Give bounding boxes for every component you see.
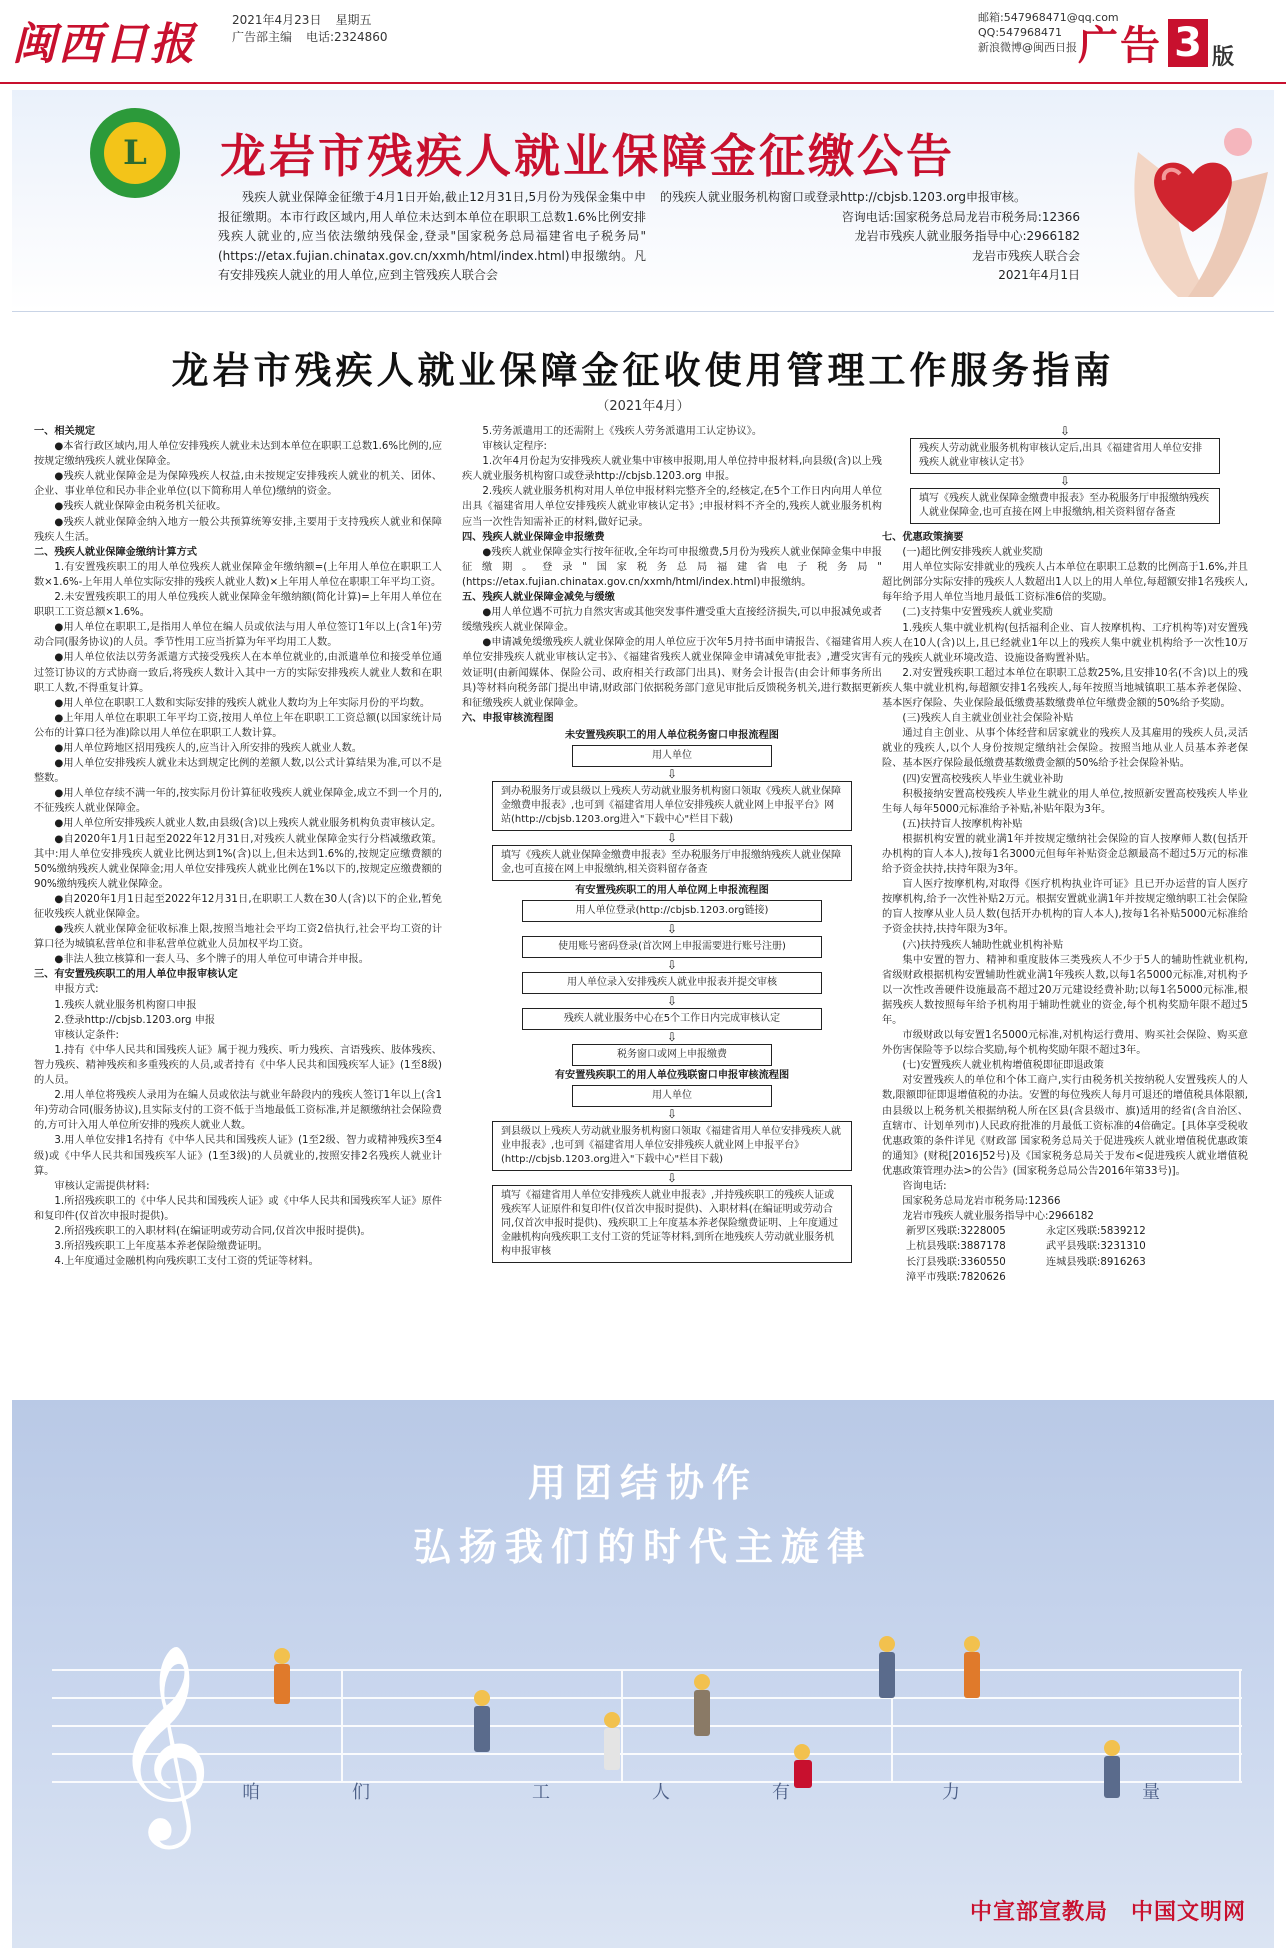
arrow-down-icon: ⇩ — [1059, 474, 1071, 488]
phone-row — [906, 1224, 1248, 1239]
lyric-char: 人 — [652, 1782, 670, 1803]
arrow-down-icon: ⇩ — [666, 958, 678, 973]
paragraph: 集中安置的智力、精神和重度肢体三类残疾人不少于5人的辅助性就业机构,省级财政根据机构安置辅助性就业满1年残疾人数,以每1名5000元标准,对机构予以一次性改善硬件设施最高不超过20万元建设经费补助;以每1名5000元标准,根据残疾人数按照每年给予机构用于辅助性就业的资金,每个机构奖励年限不超过5年。 — [882, 954, 1248, 1026]
notice-body: 残疾人就业保障金征缴于4月1日开始,截止12月31日,5月份为残保金集中申报征缴期。本市行政区域内,用人单位未达到本单位在职职工总数1.6%比例安排残疾人就业的,应当依法缴纳残保金,登录"国家税务总局福建省电子税务局"(https://etax.fujian.chinatax.gov.cn/xxmh/html/index.html)申报缴纳。凡有安排残疾人就业的用人单位,应到主管残疾人联合会 — [218, 190, 646, 282]
section-tag — [1078, 14, 1234, 71]
emblem-letter: L — [104, 122, 166, 184]
flow2-step-5: 税务窗口或网上申报缴费 — [572, 1044, 772, 1066]
contact-weibo: 新浪微博@闽西日报 — [978, 41, 1077, 54]
music-staff-illustration — [12, 1610, 1274, 1870]
poster-credit: 中宣部宣教局 中国文明网 — [969, 1899, 1246, 1925]
paragraph: 根据机构安置的就业满1年并按规定缴纳社会保险的盲人按摩师人数(包括开办机构的盲人本人),按每1名3000元但每年补贴资金总额最高不超过5万元的标准给予资金扶持,扶持年限为3年。 — [882, 833, 1248, 876]
paragraph: 2.用人单位将残疾人录用为在编人员或依法与就业年龄段内的残疾人签订1年以上(含1年)劳动合同(服务协议),且实际支付的工资不低于当地最低工资标准,并足额缴纳社会保险费的,方可计入用人单位所安排的残疾人就业人数。 — [34, 1090, 442, 1132]
paragraph: ●用人单位存续不满一年的,按实际月份计算征收残疾人就业保障金,成立不到一个月的,不征残疾人就业保障金。 — [34, 788, 442, 815]
paragraph: 咨询电话: — [902, 1181, 947, 1193]
editor-label: 广告部主编 — [232, 30, 293, 44]
lyric-char: 工 — [532, 1782, 550, 1803]
flow2-step-3: 用人单位录入安排残疾人就业申报表并提交审核 — [522, 972, 822, 994]
paragraph: (五)扶持盲人按摩机构补贴 — [902, 818, 1023, 830]
paragraph: ●用人单位在职职工人数和实际安排的残疾人就业人数均为上年实际月份的平均数。 — [54, 697, 431, 709]
phone-row — [906, 1239, 1248, 1254]
notice-tel-2: 龙岩市残疾人就业服务指导中心:2966182 — [854, 229, 1080, 243]
county-phone: 长汀县残联:3360550 — [906, 1256, 1006, 1268]
phone-row — [906, 1270, 1248, 1285]
worker-figures — [274, 1636, 1120, 1798]
paragraph: ●用人单位在职职工,是指用人单位在编人员或依法与用人单位签订1年以上(含1年)劳动合同(服务协议)的人员。季节性用工应当折算为年平均用工人数。 — [34, 622, 442, 649]
paragraph: ●残疾人就业保障金是为保障残疾人权益,由未按规定安排残疾人就业的机关、团体、企业、事业单位和民办非企业单位(以下简称用人单位)缴纳的资金。 — [34, 471, 442, 498]
paragraph: ●用人单位所安排残疾人就业人数,由县级(含)以上残疾人就业服务机构负责审核认定。 — [54, 818, 442, 830]
paragraph: 2.对安置残疾职工超过本单位在职职工总数25%,且安排10名(不含)以上的残疾人集中就业机构,每超额安排1名残疾人,每年按照当地城镇职工基本养老保险、基本医疗保险、失业保险最低缴费基数缴费单位年缴费金额的50%给予奖励。 — [882, 667, 1248, 710]
county-phone: 上杭县残联:3887178 — [906, 1241, 1006, 1253]
hands-holding-heart-illustration — [1118, 112, 1268, 302]
paragraph: 盲人医疗按摩机构,对取得《医疗机构执业许可证》且已开办运营的盲人医疗按摩机构,给予一次性补贴2万元。根据安置就业满1年并按规定缴纳职工社会保险的盲人按摩从业人员人数(包括开办机构的盲人本人),按每1名补贴5000元标准给予资金扶持,扶持年限为3年。 — [882, 879, 1248, 936]
paragraph: ●自2020年1月1日起至2022年12月31日,对残疾人就业保障金实行分档减缴政策。其中:用人单位安排残疾人就业比例达到1%(含)以上,但未达到1.6%的,按规定应缴费额的50%缴纳残疾人就业保障金;用人单位安排残疾人就业比例在1%以下的,按规定应缴费额的90%缴纳残疾人就业保障金。 — [34, 833, 442, 890]
contact-qq: QQ:547968471 — [978, 26, 1063, 39]
guide-column-3 — [882, 424, 1248, 1285]
guide-date: （2021年4月） — [596, 399, 690, 414]
paragraph: (七)安置残疾人就业机构增值税即征即退政策 — [902, 1060, 1104, 1072]
paragraph: 1.有安置残疾职工的用人单位残疾人就业保障金年缴纳额=(上年用人单位在职职工人数×1.6%-上年用人单位实际安排的残疾人就业人数)×上年用人单位在职职工年平均工资。 — [34, 561, 442, 588]
paragraph: ●用人单位安排残疾人就业未达到规定比例的差额人数,以公式计算结果为准,可以不是整数。 — [34, 758, 442, 785]
page-suffix: 版 — [1212, 45, 1235, 70]
flowchart-1-title: 未安置残疾职工的用人单位税务窗口申报流程图 — [565, 729, 779, 741]
paragraph: (六)扶持残疾人辅助性就业机构补贴 — [902, 939, 1064, 951]
paragraph: (一)超比例安排残疾人就业奖励 — [902, 547, 1043, 559]
paragraph: ●残疾人就业保障金征收标准上限,按照当地社会平均工资2倍执行,社会平均工资的计算口径为城镇私营单位和非私营单位就业人员加权平均工资。 — [34, 924, 442, 951]
paragraph: ●残疾人就业保障金纳入地方一般公共预算统筹安排,主要用于支持残疾人就业和保障残疾人生活。 — [34, 516, 442, 543]
paragraph: ●上年用人单位在职职工年平均工资,按用人单位上年在职职工工资总额(以国家统计局公布的计算口径为准)除以用人单位在职职工人数计算。 — [34, 712, 442, 739]
county-phone — [1046, 1270, 1186, 1285]
lyric-char: 有 — [772, 1782, 790, 1803]
paragraph: ●非法人独立核算和一套人马、多个牌子的用人单位可申请合并申报。 — [54, 954, 369, 966]
flow1-start: 用人单位 — [572, 745, 772, 767]
guide-title: 龙岩市残疾人就业保障金征收使用管理工作服务指南 — [171, 349, 1115, 392]
flow3-start: 用人单位 — [572, 1085, 772, 1107]
paragraph: 审核认定需提供材料: — [54, 1180, 150, 1192]
flow3-step-1: 到县级以上残疾人劳动就业服务机构窗口领取《福建省用人单位安排残疾人就业申报表》,也可到《福建省用人单位安排残疾人就业网上申报平台》(http://cbjsb.1203.org进入"下载中心"栏目下载) — [492, 1121, 852, 1171]
notice-title: 龙岩市残疾人就业保障金征缴公告 — [220, 129, 955, 183]
flow2-step-2: 使用账号密码登录(首次网上申报需要进行账号注册) — [522, 936, 822, 958]
treble-clef-icon: 𝄞 — [112, 1643, 213, 1841]
section-name: 广告 — [1078, 23, 1162, 69]
flow3-step-4: 填写《残疾人就业保障金缴费申报表》至办税服务厅申报缴纳残疾人就业保障金,也可直接在网上申报缴纳,相关资料留存备查 — [910, 488, 1220, 524]
paragraph: (三)残疾人自主就业创业社会保险补贴 — [902, 713, 1074, 725]
disabled-federation-emblem-icon — [90, 108, 180, 198]
county-phone: 连城县残联:8916263 — [1046, 1256, 1146, 1268]
section-heading: 七、优惠政策摘要 — [882, 532, 964, 543]
arrow-down-icon: ⇩ — [666, 994, 678, 1009]
paragraph: 1.持有《中华人民共和国残疾人证》属于视力残疾、听力残疾、言语残疾、肢体残疾、智力残疾、精神残疾和多重残疾的人员,或者持有《中华人民共和国残疾军人证》(1至8级)的人员。 — [34, 1044, 442, 1087]
lyric-char: 咱 — [242, 1782, 260, 1803]
paragraph: ●用人单位遇不可抗力自然灾害或其他突发事件遭受重大直接经济损失,可以申报减免或者缓缴残疾人就业保障金。 — [462, 607, 882, 634]
paragraph: 5.劳务派遣用工的还需附上《残疾人劳务派遣用工认定协议》。 — [482, 426, 763, 437]
paragraph: (四)安置高校残疾人毕业生就业补助 — [902, 773, 1064, 785]
paragraph: 2.未安置残疾职工的用人单位残疾人就业保障金年缴纳额(简化计算)=上年用人单位在职职工工资总额×1.6%。 — [34, 592, 442, 619]
flow3-step-3: 残疾人劳动就业服务机构审核认定后,出具《福建省用人单位安排残疾人就业审核认定书》 — [910, 438, 1220, 474]
paragraph: 1.残疾人就业服务机构窗口申报 — [54, 999, 197, 1011]
issue-date: 2021年4月23日 — [232, 13, 322, 27]
levy-notice — [12, 90, 1274, 312]
section-heading: 六、申报审核流程图 — [462, 712, 554, 724]
page-number: 3 — [1168, 19, 1208, 67]
county-phone: 新罗区残联:3228005 — [906, 1226, 1006, 1238]
lyric-char: 量 — [1142, 1782, 1160, 1803]
county-phone: 永定区残联:5839212 — [1046, 1226, 1146, 1238]
guide-column-1 — [34, 424, 442, 1269]
paragraph: 通过自主创业、从事个体经营和居家就业的残疾人及其雇用的残疾人员,灵活就业的残疾人,以个人身份按规定缴纳社会保险。按照当地从业人员基本养老保险、基本医疗保险最低缴费基数缴费金额的50%给予社会保险补贴。 — [882, 728, 1248, 770]
county-phone: 武平县残联:3231310 — [1046, 1241, 1146, 1253]
section-heading: 三、有安置残疾职工的用人单位申报审核认定 — [34, 969, 238, 981]
flowchart-2-title: 有安置残疾职工的用人单位网上申报流程图 — [575, 884, 769, 896]
flow1-step-2: 填写《残疾人就业保障金缴费申报表》至办税服务厅申报缴纳残疾人就业保障金,也可直接在网上申报缴纳,相关资料留存备查 — [492, 845, 852, 881]
paragraph: 积极接纳安置高校残疾人毕业生就业的用人单位,按照新安置高校残疾人毕业生每人每年5000元标准给予补贴,补贴年限为3年。 — [882, 788, 1248, 815]
county-phone-list — [882, 1224, 1248, 1284]
public-service-poster — [12, 1400, 1274, 1948]
guide-column-2 — [462, 424, 882, 1263]
arrow-down-icon: ⇩ — [666, 1171, 678, 1186]
paragraph: 龙岩市残疾人就业服务指导中心:2966182 — [902, 1211, 1094, 1223]
notice-tel-1: 咨询电话:国家税务总局龙岩市税务局:12366 — [841, 209, 1080, 224]
lyric-char: 力 — [942, 1782, 960, 1803]
section-heading: 二、残疾人就业保障金缴纳计算方式 — [34, 546, 197, 558]
newspaper-logo: 闽西日报 — [12, 19, 196, 70]
flowchart-3-title: 有安置残疾职工的用人单位残联窗口申报审核流程图 — [554, 1070, 790, 1082]
arrow-down-icon: ⇩ — [666, 1030, 678, 1045]
paragraph: (二)支持集中安置残疾人就业奖励 — [902, 607, 1053, 619]
paragraph: 2.登录http://cbjsb.1203.org 申报 — [54, 1014, 216, 1026]
section-heading: 四、残疾人就业保障金申报缴费 — [462, 531, 605, 543]
paragraph: 1.次年4月份起为安排残疾人就业集中审核申报期,用人单位持申报材料,向县级(含)以上残疾人就业服务机构窗口或登录http://cbjsb.1203.org 申报。 — [462, 456, 882, 483]
paragraph: ●用人单位依法以劳务派遣方式接受残疾人在本单位就业的,由派遣单位和接受单位通过签订协议的方式协商一致后,将残疾人数计入其中一方的实际安排残疾人就业人数和在职职工人数,不得重复计算。 — [34, 652, 442, 694]
paragraph: ●残疾人就业保障金由税务机关征收。 — [54, 501, 227, 513]
flow2-step-1: 用人单位登录(http://cbjsb.1203.org链接) — [522, 900, 822, 922]
arrow-down-icon: ⇩ — [666, 1107, 678, 1122]
masthead — [0, 0, 1286, 84]
arrow-down-icon: ⇩ — [666, 830, 678, 845]
paragraph: 国家税务总局龙岩市税务局:12366 — [902, 1196, 1061, 1208]
paragraph: ●用人单位跨地区招用残疾人的,应当计入所安排的残疾人就业人数。 — [54, 742, 362, 754]
paragraph: 1.残疾人集中就业机构(包括福利企业、盲人按摩机构、工疗机构等)对安置残疾人在10人(含)以上,且已经就业1年以上的残疾人集中就业机构给予一次性10万元的残疾人就业环境改造、设施设备购置补贴。 — [882, 622, 1248, 664]
paragraph: 4.上年度通过金融机构向残疾职工支付工资的凭证等材料。 — [54, 1256, 319, 1268]
flow1-step-1: 到办税服务厅或县级以上残疾人劳动就业服务机构窗口领取《残疾人就业保障金缴费申报表》,也可到《福建省用人单位安排残疾人就业网上申报平台》网站(http://cbjsb.1203.org进入"下载中心"栏目下载) — [492, 781, 852, 831]
phone-row — [906, 1255, 1248, 1270]
notice-right-column — [660, 188, 1080, 286]
arrow-down-icon: ⇩ — [666, 766, 678, 781]
contact-email: 邮箱:547968471@qq.com — [978, 11, 1119, 24]
paragraph: 审核认定条件: — [54, 1029, 119, 1041]
notice-signer: 龙岩市残疾人联合会 — [971, 248, 1080, 263]
paragraph: 市级财政以每安置1名5000元标准,对机构运行费用、购买社会保险、购买意外伤害保险等予以综合奖励,每个机构奖励年限不超过3年。 — [882, 1030, 1248, 1057]
paragraph: ●残疾人就业保障金实行按年征收,全年均可申报缴费,5月份为残疾人就业保障金集中申报征缴期。登录"国家税务总局福建省电子税务局"(https://etax.fujian.chinatax.gov.cn/xxmh/html/index.html)申报缴纳。 — [462, 546, 882, 588]
paragraph: ●申请减免缓缴残疾人就业保障金的用人单位应于次年5月持书面申请报告、《福建省用人单位安排残疾人就业审核认定书》、《福建省残疾人就业保障金申请减免审批表》,遭受灾害有效证明(由新闻媒体、保险公司、政府相关行政部门出具)、财务会计报告(由会计师事务所出具)等材料向税务部门提出申请,财政部门依据税务部门意见审批后反馈税务机关,进行数据更新和征缴残疾人就业保障金。 — [462, 637, 882, 709]
paragraph: 2.所招残疾职工的入职材料(在编证明或劳动合同,仅首次申报时提供)。 — [54, 1225, 371, 1237]
paragraph: 2.残疾人就业服务机构对用人单位申报材料完整齐全的,经核定,在5个工作日内向用人单位出具《福建省用人单位安排残疾人就业审核认定书》;申报材料不齐全的,残疾人就业服务机构应当一次性告知需补正的材料,做好记录。 — [462, 486, 883, 528]
poster-slogan-line-1: 用团结协作 — [527, 1461, 758, 1505]
masthead-meta — [232, 12, 388, 46]
section-heading: 一、相关规定 — [34, 426, 96, 437]
lyric-char: 们 — [352, 1782, 370, 1803]
arrow-down-icon: ⇩ — [666, 922, 678, 937]
paragraph: 1.所招残疾职工的《中华人民共和国残疾人证》或《中华人民共和国残疾军人证》原件和复印件(仅首次申报时提供)。 — [34, 1195, 442, 1222]
arrow-down-icon: ⇩ — [1059, 424, 1071, 438]
notice-sign-date: 2021年4月1日 — [998, 268, 1080, 282]
section-heading: 五、残疾人就业保障金减免与缓缴 — [462, 592, 615, 604]
paragraph: 申报方式: — [54, 984, 99, 996]
flow3-step-2: 填写《福建省用人单位安排残疾人就业申报表》,并持残疾职工的残疾人证或残疾军人证原件和复印件(仅首次申报时提供)、入职材料(在编证明或劳动合同,仅首次申报时提供)、残疾职工上年度基本养老保险缴费证明、上年度通过金融机构向残疾职工支付工资的凭证等材料,到所在地残疾人劳动就业服务机构申报审核 — [492, 1185, 852, 1263]
flow2-step-4: 残疾人就业服务中心在5个工作日内完成审核认定 — [522, 1008, 822, 1030]
poster-slogan-line-2: 弘扬我们的时代主旋律 — [412, 1525, 873, 1569]
paragraph: 对安置残疾人的单位和个体工商户,实行由税务机关按纳税人安置残疾人的人数,限额即征即退增值税的办法。安置的每位残疾人每月可退还的增值税具体限额,由县级以上税务机关根据纳税人所在区县(含县级市、旗)适用的经省(含自治区、直辖市、计划单列市)人民政府批准的月最低工资标准的4倍确定。[具体享受税收优惠政策的条件详见《财政部 国家税务总局关于促进残疾人就业增值税优惠政策的通知》(财税[2016]52号)及《国家税务总局关于发布<促进残疾人就业增值税优惠政策管理办法>的公告》(国家税务总局公告2016年第33号)]。 — [882, 1075, 1248, 1177]
paragraph: 审核认定程序: — [482, 441, 547, 453]
paragraph: ●自2020年1月1日起至2022年12月31日,在职职工人数在30人(含)以下的企业,暂免征收残疾人就业保障金。 — [34, 893, 442, 920]
paragraph: ●本省行政区域内,用人单位安排残疾人就业未达到本单位在职职工总数1.6%比例的,应按规定缴纳残疾人就业保障金。 — [34, 441, 443, 468]
paragraph: 3.用人单位安排1名持有《中华人民共和国残疾人证》(1至2级、智力或精神残疾3至4级)或《中华人民共和国残疾军人证》(1至3级)的人员就业的,按照安排2名残疾人就业计算。 — [34, 1135, 442, 1177]
notice-body-continued: 的残疾人就业服务机构窗口或登录http://cbjsb.1203.org申报审核。 — [660, 190, 1027, 204]
editor-phone: 电话:2324860 — [306, 30, 388, 44]
issue-weekday: 星期五 — [335, 13, 372, 27]
paragraph: 用人单位实际安排就业的残疾人占本单位在职职工总数的比例高于1.6%,并且超比例部分实际安排的残疾人人数超出1人以上的用人单位,每超额安排1名残疾人,每年给予用人单位当地月最低工资标准6倍的奖励。 — [882, 562, 1248, 604]
paragraph: 3.所招残疾职工上年度基本养老保险缴费证明。 — [54, 1241, 268, 1253]
county-phone: 漳平市残联:7820626 — [906, 1271, 1006, 1283]
